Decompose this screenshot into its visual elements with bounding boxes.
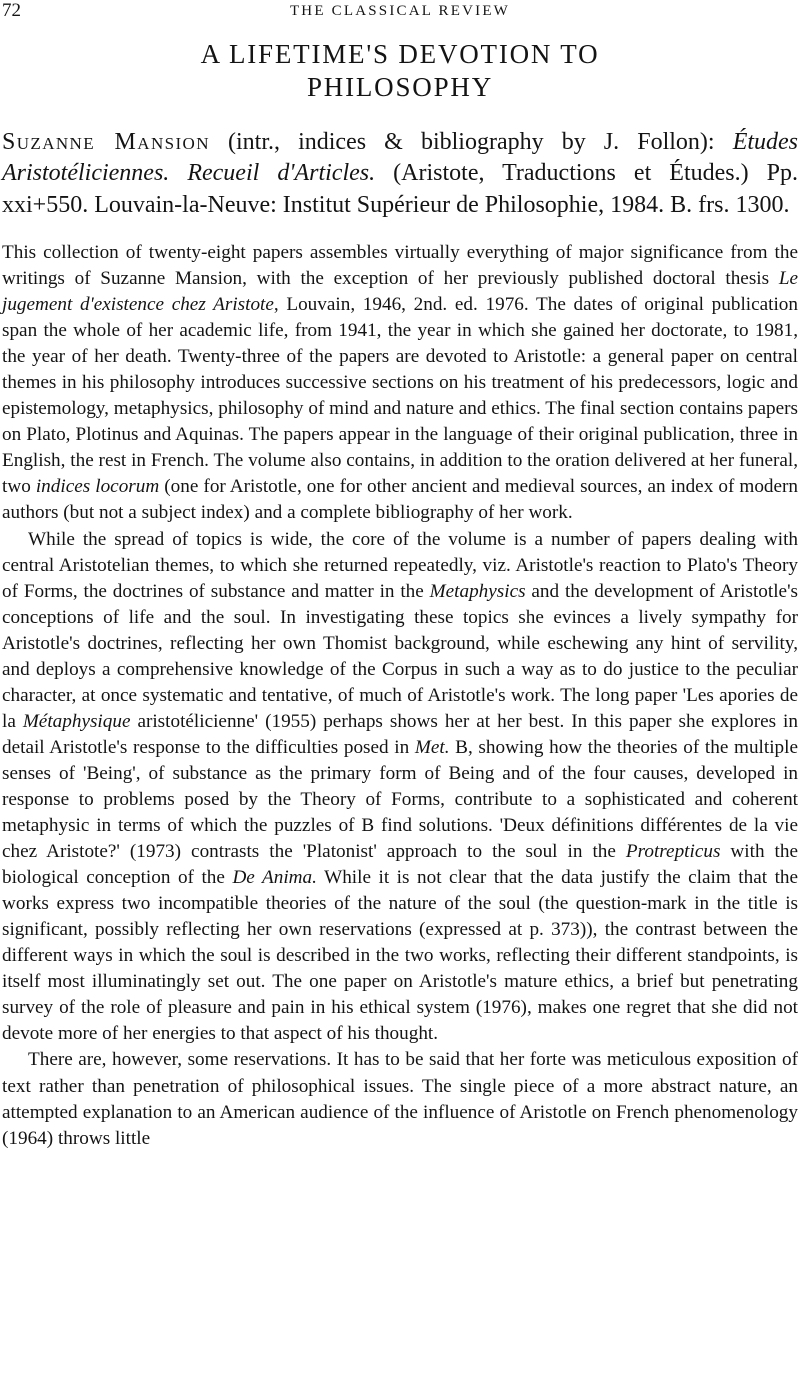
text-segment: aristotélicienne' (1955) perhaps shows her at her best. In this paper she explores in detail Aristotle's response to the difficulties posed in — [2, 710, 798, 758]
italic-title: Metaphysics — [429, 580, 526, 602]
book-title: Études Aristotéliciennes. Recueil d'Articles. — [2, 129, 799, 187]
italic-title: Protrepticus — [625, 841, 721, 863]
review-body — [2, 240, 798, 1152]
series-note: (Aristote, Traductions et Études.) — [393, 160, 749, 187]
italic-title: Le jugement d'existence chez Aristote — [2, 268, 798, 316]
text-segment: This collection of twenty-eight papers assembles virtually everything of major significance from the writings of Suzanne Mansion, with the exception of her previously published doctoral thesis — [2, 242, 798, 290]
article-title — [0, 38, 800, 104]
article-title-text: A LIFETIME'S DEVOTION TO PHILOSOPHY — [200, 39, 600, 102]
text-segment: , Louvain, 1946, 2nd. ed. 1976. The dates of original publication span the whole of her academic life, from 1941, the year in which she gained her doctorate, to 1981, the year of her death. Twenty-three of the papers are devoted to Aristotle: a general paper on central themes in his philosophy introduces successive sections on his treatment of his predecessors, logic and epistemology, metaphysics, philosophy of mind and nature and ethics. The final section contains papers on Plato, Plotinus and Aquinas. The papers appear in the language of their original publication, three in English, the rest in French. The volume also contains, in addition to the oration delivered at her funeral, two — [2, 294, 798, 498]
text-segment: While the spread of topics is wide, the core of the volume is a number of papers dealing with central Aristotelian themes, to which she returned repeatedly, viz. Aristotle's reaction to Plato's Theory of Forms, the doctrines of substance and matter in the — [2, 528, 798, 602]
text-segment: (one for Aristotle, one for other ancient and medieval sources, an index of modern authors (but not a subject index) and a complete bibliography of her work. — [2, 476, 799, 524]
editor-note: (intr., indices & bibliography by J. Follon): — [228, 129, 715, 155]
text-segment: with the biological conception of the — [2, 841, 798, 889]
text-segment: B, showing how the theories of the multiple senses of 'Being', of substance as the primary form of Being and of the four causes, developed in response to problems posed by the Theory of Forms, contribute to a sophisticated and coherent metaphysic in terms of which the puzzles of B find solutions. 'Deux définitions différentes de la vie chez Aristote?' (1973) contrasts the 'Platonist' approach to the soul in the — [2, 736, 798, 863]
italic-title: De Anima. — [232, 867, 317, 889]
italic-term: indices locorum — [35, 476, 160, 498]
book-author: Suzanne Mansion — [2, 129, 210, 155]
running-head: THE CLASSICAL REVIEW — [289, 3, 511, 19]
page-count: Pp. xxi+550. — [2, 160, 799, 218]
italic-title: Métaphysique — [22, 710, 131, 732]
text-segment: and the development of Aristotle's conceptions of life and the soul. In investigating these topics she evinces a lively sympathy for Aristotle's doctrines, reflecting her own Thomist background, while eschewing any hint of servility, and deploys a comprehensive knowledge of the Corpus in such a way as to do justice to the peculiar character, at once systematic and tentative, of much of Aristotle's work. The long paper 'Les apories de la — [2, 580, 798, 732]
paragraph-2 — [2, 527, 798, 1048]
italic-title: Met. — [414, 736, 450, 758]
text-segment: While it is not clear that the data justify the claim that the works express two incompatible theories of the nature of the soul (the question-mark in the title is significant, possibly reflecting her own reservations (expressed at p. 373)), the contrast between the different ways in which the soul is described in the two works, reflecting their different standpoints, is itself most illuminatingly set out. The one paper on Aristotle's mature ethics, a brief but penetrating survey of the role of pleasure and pain in his ethical system (1976), makes one regret that she did not devote more of her energies to that aspect of his thought. — [2, 867, 799, 1045]
publisher: Louvain-la-Neuve: Institut Supérieur de Philosophie, 1984. — [94, 191, 665, 218]
page-number: 72 — [2, 0, 21, 21]
paragraph-3: There are, however, some reservations. It has to be said that her forte was meticulous exposition of text rather than penetration of philosophical issues. The single piece of a more abstract nature, an attempted explanation to an American audience of the influence of Aristotle on French phenomenology (1964) throws little — [2, 1049, 798, 1149]
price: B. frs. 1300. — [670, 191, 790, 218]
review-header — [2, 127, 798, 221]
paragraph-1 — [2, 240, 798, 527]
